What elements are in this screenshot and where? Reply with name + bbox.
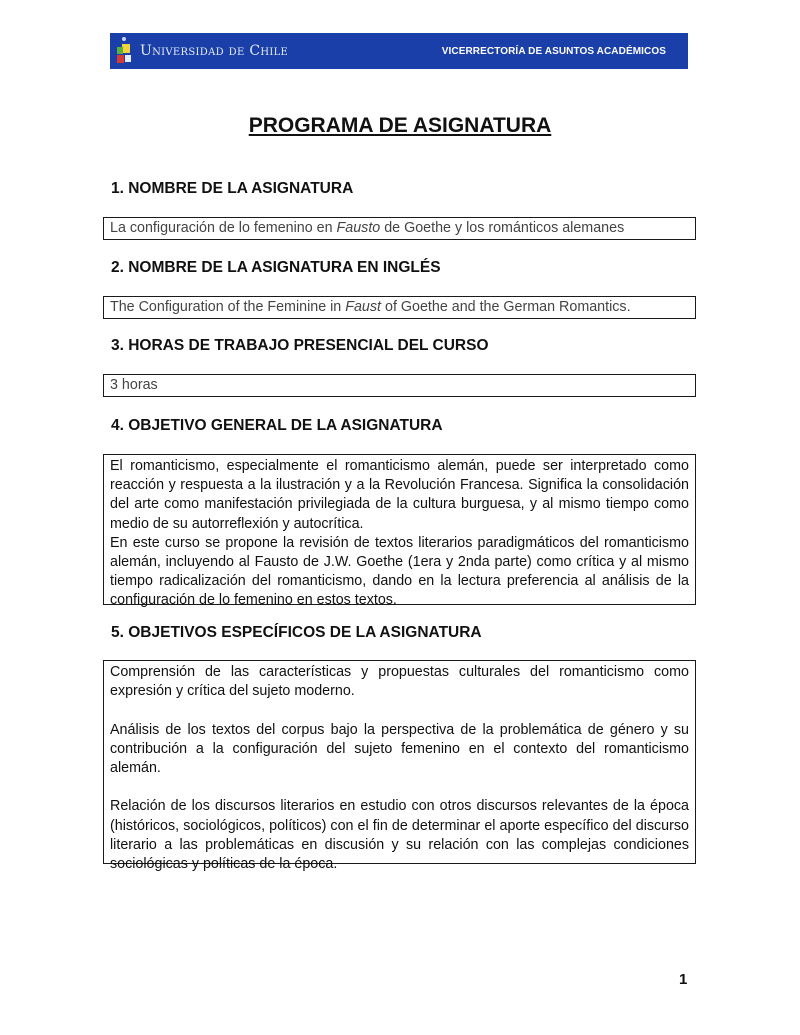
department-name: VICERRECTORÍA DE ASUNTOS ACADÉMICOS	[441, 45, 666, 57]
specific-objectives-box	[103, 660, 696, 872]
specific-objective-item: Comprensión de las características y propuestas culturales del romanticismo como expresión y crítica del sujeto moderno.	[110, 664, 689, 700]
general-objective-box	[103, 454, 696, 609]
section-heading-hours: 3. HORAS DE TRABAJO PRESENCIAL DEL CURSO	[111, 337, 489, 354]
hours-box	[103, 374, 696, 397]
section-heading-course-name: 1. NOMBRE DE LA ASIGNATURA	[111, 180, 354, 197]
course-name-italic: Fausto	[336, 220, 381, 236]
page-number: 1	[679, 971, 688, 988]
english-name-italic: Faust	[345, 299, 382, 315]
university-name: Universidad de Chile	[140, 43, 289, 59]
english-name-box	[103, 296, 696, 319]
section-heading-english-name: 2. NOMBRE DE LA ASIGNATURA EN INGLÉS	[111, 259, 441, 276]
specific-objective-item: Relación de los discursos literarios en estudio con otros discursos relevantes de la época (históricos, sociológicos, políticos) con el fin de determinar el aporte específico del discurso literario a las problemáticas en discusión y su relación con las complejas condiciones sociológicas y políticas de la época.	[110, 798, 689, 872]
university-logo	[116, 37, 288, 65]
specific-objective-item: Análisis de los textos del corpus bajo la perspectiva de la problemática de género y su contribución a la configuración del sujeto femenino en el contexto del romanticismo alemán.	[110, 721, 689, 776]
university-crest-icon	[116, 37, 132, 65]
english-name-text-end: of Goethe and the German Romantics.	[381, 299, 631, 315]
course-name-box	[103, 217, 696, 240]
document-title: PROGRAMA DE ASIGNATURA	[248, 114, 552, 137]
general-objective-paragraph: El romanticismo, especialmente el romanticismo alemán, puede ser interpretado como reacción y respuesta a la ilustración y a la Revolución Francesa. Significa la consolidación del arte como manifestación privilegiada de la cultura burguesa, y al mismo tiempo como medio de su autorreflexión y autocrítica.	[110, 458, 689, 532]
header-banner	[110, 33, 688, 69]
section-heading-specific-objectives: 5. OBJETIVOS ESPECÍFICOS DE LA ASIGNATURA	[111, 624, 482, 641]
course-name-text: La configuración de lo femenino en	[110, 220, 337, 236]
english-name-text: The Configuration of the Feminine in	[110, 299, 346, 315]
course-name-text-end: de Goethe y los románticos alemanes	[380, 220, 625, 236]
hours-text: 3 horas	[110, 377, 158, 393]
section-heading-general-objective: 4. OBJETIVO GENERAL DE LA ASIGNATURA	[111, 417, 443, 434]
general-objective-paragraph: En este curso se propone la revisión de textos literarios paradigmáticos del romanticismo alemán, incluyendo al Fausto de J.W. Goethe (1era y 2nda parte) como crítica y al mismo tiempo radicalización del romanticismo, dando en la lectura preferencia al análisis de la configuración de lo femenino en estos textos.	[110, 534, 689, 609]
